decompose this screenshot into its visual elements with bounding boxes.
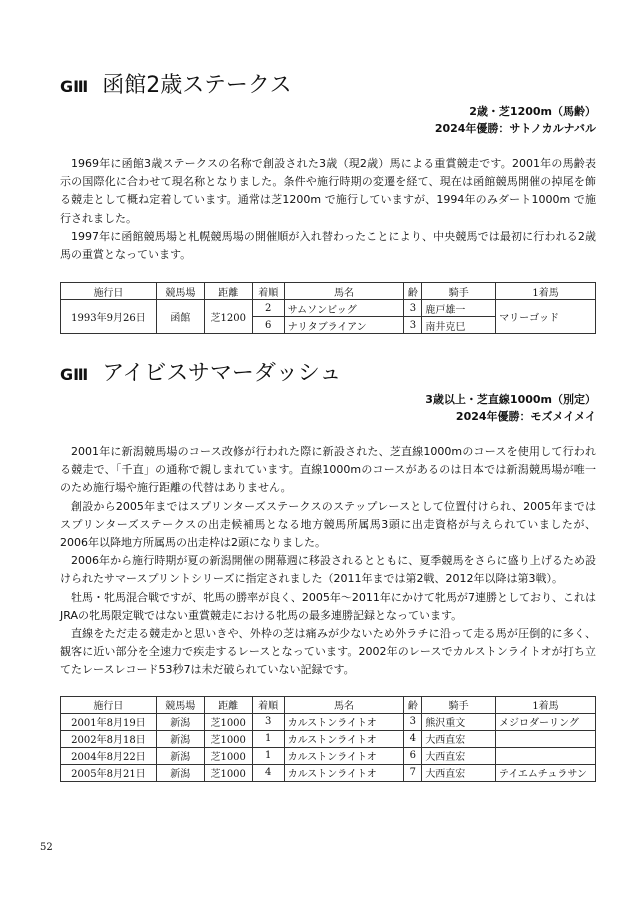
cell-distance: 芝1000 (204, 730, 252, 747)
cell-jockey: 鹿戸雄一 (422, 300, 496, 317)
cell-winner: メジロダーリング (496, 713, 596, 730)
paragraph: 創設から2005年まではスプリンターズステークスのステップレースとして位置付けられ、2005年まではスプリンターズステークスの出走候補馬となる地方競馬所属馬3頭に出走資格が与えられていましたが、2006年以降地方所属馬の出走枠は2頭になりました。 (60, 499, 596, 550)
cell-horse: ナリタブライアン (284, 317, 404, 334)
col-header: 騎手 (422, 283, 496, 300)
cell-course: 新潟 (156, 764, 204, 781)
race-name: 函館2歳ステークス (102, 73, 292, 98)
paragraph: 2001年に新潟競馬場のコース改修が行われた際に新設された、芝直線1000mのコースを使用して行われる競走で、「千直」の通称で親しまれています。直線1000mのコースがあるのは日本では新潟競馬場が唯一のため施行場や施行距離の代替はありません。 (60, 445, 596, 495)
results-table (60, 282, 596, 334)
cell-jockey: 南井克巳 (422, 317, 496, 334)
table-header-row (61, 283, 596, 300)
grade-label: GⅢ (60, 77, 89, 96)
cell-age: 6 (404, 747, 422, 764)
race-section-hakodate (60, 68, 596, 334)
cell-age: 7 (404, 764, 422, 781)
race-title (60, 68, 596, 99)
cell-winner: マリーゴッド (496, 300, 596, 334)
cell-place: 4 (252, 764, 284, 781)
cell-distance: 芝1000 (204, 764, 252, 781)
table-row (61, 730, 596, 747)
cell-jockey: 大西直宏 (422, 747, 496, 764)
cell-jockey: 大西直宏 (422, 764, 496, 781)
race-conditions: 3歳以上・芝直線1000m（別定） (425, 393, 596, 406)
race-name: アイビスサマーダッシュ (102, 361, 342, 386)
paragraph: 2006年から施行時期が夏の新潟開催の開幕週に移設されるとともに、夏季競馬をさらに盛り上げるため設けられたサマースプリントシリーズに指定されました（2011年までは第2戦、2012年以降は第3戦）。 (60, 554, 596, 586)
cell-distance: 芝1000 (204, 747, 252, 764)
race-description (60, 443, 596, 680)
cell-date: 2001年8月19日 (61, 713, 157, 730)
col-header: 距離 (204, 696, 252, 713)
cell-winner (496, 730, 596, 747)
cell-place: 1 (252, 747, 284, 764)
col-header: 競馬場 (156, 283, 204, 300)
cell-age: 3 (404, 300, 422, 317)
table-row (61, 300, 596, 317)
cell-place: 3 (252, 713, 284, 730)
table-row (61, 713, 596, 730)
col-header: 騎手 (422, 696, 496, 713)
results-table (60, 696, 596, 782)
table-row (61, 747, 596, 764)
cell-horse: カルストンライトオ (284, 713, 404, 730)
cell-winner (496, 747, 596, 764)
cell-course: 函館 (156, 300, 204, 334)
cell-distance: 芝1000 (204, 713, 252, 730)
cell-date: 1993年9月26日 (61, 300, 157, 334)
col-header: 競馬場 (156, 696, 204, 713)
race-conditions: 2歳・芝1200m（馬齢） (469, 105, 596, 118)
cell-age: 3 (404, 713, 422, 730)
cell-horse: カルストンライトオ (284, 747, 404, 764)
cell-place: 2 (252, 300, 284, 317)
cell-course: 新潟 (156, 730, 204, 747)
cell-distance: 芝1200 (204, 300, 252, 334)
cell-date: 2004年8月22日 (61, 747, 157, 764)
page-number: 52 (40, 842, 53, 853)
race-title (60, 356, 596, 387)
col-header: 馬名 (284, 283, 404, 300)
cell-jockey: 大西直宏 (422, 730, 496, 747)
table-row (61, 764, 596, 781)
race-meta (60, 391, 596, 425)
cell-place: 1 (252, 730, 284, 747)
cell-date: 2005年8月21日 (61, 764, 157, 781)
cell-age: 3 (404, 317, 422, 334)
cell-course: 新潟 (156, 747, 204, 764)
race-winner-2024: 2024年優勝：モズメイメイ (455, 410, 596, 423)
cell-horse: カルストンライトオ (284, 730, 404, 747)
col-header: 1着馬 (496, 696, 596, 713)
col-header: 齢 (404, 283, 422, 300)
col-header: 距離 (204, 283, 252, 300)
cell-place: 6 (252, 317, 284, 334)
paragraph: 直線をただ走る競走かと思いきや、外枠の芝は痛みが少ないため外ラチに沿って走る馬が圧倒的に多く、観客に近い部分を全速力で疾走するレースとなっています。2002年のレースでカルストンライトオが打ち立てたレースレコード53秒7は未だ破られていない記録です。 (60, 627, 596, 677)
cell-jockey: 熊沢重文 (422, 713, 496, 730)
col-header: 施行日 (61, 283, 157, 300)
cell-age: 4 (404, 730, 422, 747)
paragraph: 牡馬・牝馬混合戦ですが、牝馬の勝率が良く、2005年～2011年にかけて牝馬が7連勝としており、これはJRAの牝馬限定戦ではない重賞競走における牝馬の最多連勝記録となっています。 (60, 590, 596, 622)
race-description (60, 155, 596, 264)
cell-horse: サムソンビッグ (284, 300, 404, 317)
race-meta (60, 103, 596, 137)
cell-course: 新潟 (156, 713, 204, 730)
race-section-ibis (60, 356, 596, 782)
cell-horse: カルストンライトオ (284, 764, 404, 781)
paragraph: 1969年に函館3歳ステークスの名称で創設された3歳（現2歳）馬による重賞競走です。2001年の馬齢表示の国際化に合わせて現名称となりました。条件や施行時期の変遷を経て、現在は函館競馬開催の掉尾を飾る競走として概ね定着しています。通常は芝1200m で施行していますが、1994年のみダート1000m で施行されました。 (60, 157, 596, 225)
paragraph: 1997年に函館競馬場と札幌競馬場の開催順が入れ替わったことにより、中央競馬では最初に行われる2歳馬の重賞となっています。 (60, 229, 596, 262)
col-header: 施行日 (61, 696, 157, 713)
col-header: 着順 (252, 696, 284, 713)
cell-winner: テイエムチュラサン (496, 764, 596, 781)
table-header-row (61, 696, 596, 713)
grade-label: GⅢ (60, 365, 89, 384)
col-header: 馬名 (284, 696, 404, 713)
race-winner-2024: 2024年優勝：サトノカルナバル (434, 122, 596, 135)
col-header: 着順 (252, 283, 284, 300)
col-header: 1着馬 (496, 283, 596, 300)
cell-date: 2002年8月18日 (61, 730, 157, 747)
col-header: 齢 (404, 696, 422, 713)
